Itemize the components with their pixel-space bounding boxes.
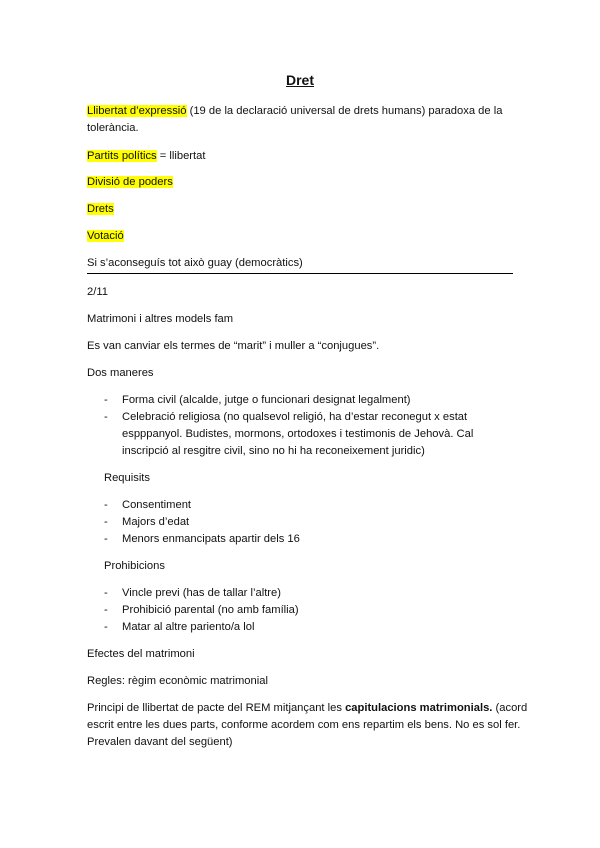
- effects-line: Efectes del matrimoni: [87, 648, 195, 660]
- bullet-dash: -: [104, 411, 108, 423]
- list-item-cont: espppanyol. Budistes, mormons, ortodoxes i testimonis de Jehovà. Cal: [122, 428, 474, 440]
- principle-text-end: (acord: [492, 702, 528, 714]
- principle-bold-term: capitulacions matrimonials.: [345, 702, 493, 714]
- horizontal-rule: [87, 273, 513, 274]
- list-item: Forma civil (alcalde, jutge o funcionari designat legalment): [122, 394, 411, 406]
- bullet-dash: -: [104, 621, 108, 633]
- principle-line: [87, 700, 527, 717]
- list-item-cont: inscripció al resgitre civil, sino no hi ha reconeixement juridic): [122, 445, 425, 457]
- prohibitions-heading: Prohibicions: [104, 560, 165, 572]
- parties-detail: = llibertat: [156, 150, 206, 162]
- intro-line-parties: [87, 148, 205, 165]
- principle-text: Principi de llibertat de pacte del REM mitjançant les: [87, 702, 346, 714]
- highlight-expression: Llibertat d’expressió: [87, 105, 187, 117]
- bullet-dash: -: [104, 533, 108, 545]
- bullet-dash: -: [104, 604, 108, 616]
- intro-line-expression: [87, 103, 502, 120]
- page-title: Dret: [285, 72, 314, 88]
- intro-line-voting: [87, 228, 124, 245]
- bullet-dash: -: [104, 499, 108, 511]
- intro-line-rights: [87, 201, 114, 218]
- terms-line: Es van canviar els termes de “marit” i muller a “conjugues”.: [87, 340, 380, 352]
- highlight-rights: Drets: [87, 203, 114, 215]
- bullet-dash: -: [104, 587, 108, 599]
- expression-detail: (19 de la declaració universal de drets humans) paradoxa de la: [186, 105, 503, 117]
- topic-line: Matrimoni i altres models fam: [87, 313, 234, 325]
- list-item: Prohibició parental (no amb família): [122, 604, 299, 616]
- list-item: Vincle previ (has de tallar l’altre): [122, 587, 281, 599]
- ways-heading: Dos maneres: [87, 367, 154, 379]
- bullet-dash: -: [104, 516, 108, 528]
- date-line: 2/11: [87, 286, 108, 298]
- intro-line-expression-cont: tolerància.: [87, 122, 139, 134]
- highlight-parties: Partits polítics: [87, 150, 157, 162]
- list-item: Menors enmancipats apartir dels 16: [122, 533, 300, 545]
- requirements-heading: Requisits: [104, 472, 151, 484]
- principle-line-2: escrit entre les dues parts, conforme acordem com ens repartim els bens. No es sol fer.: [87, 719, 521, 731]
- list-item: Consentiment: [122, 499, 192, 511]
- highlight-voting: Votació: [87, 230, 124, 242]
- principle-line-3: Prevalen davant del següent): [87, 736, 233, 748]
- list-item: Matar al altre pariento/a lol: [122, 621, 255, 633]
- bullet-dash: -: [104, 394, 108, 406]
- list-item: Celebració religiosa (no qualsevol religió, ha d’estar reconegut x estat: [122, 411, 468, 423]
- intro-line-summary: Si s’aconseguís tot això guay (democràtics): [87, 257, 303, 269]
- intro-line-division: [87, 174, 173, 191]
- highlight-division: Divisió de poders: [87, 176, 173, 188]
- list-item: Majors d’edat: [122, 516, 190, 528]
- rules-line: Regles: règim econòmic matrimonial: [87, 675, 268, 687]
